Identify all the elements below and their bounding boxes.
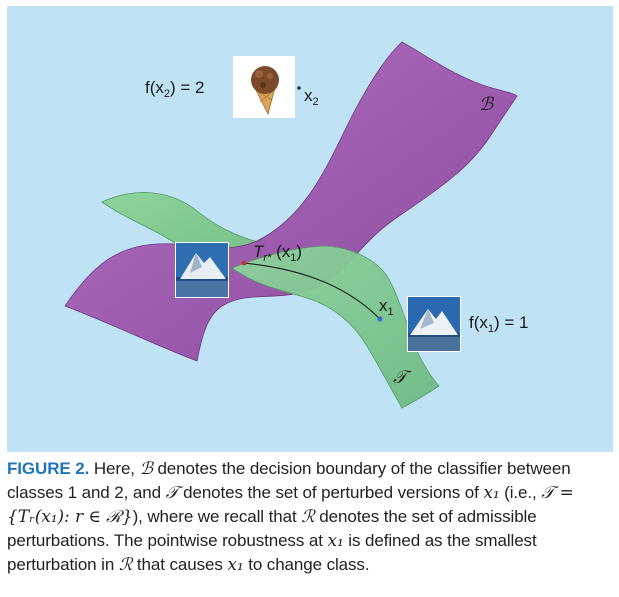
point-x1 (378, 317, 383, 322)
figure-caption: FIGURE 2. Here, ℬ denotes the decision boundary of the classifier between classes 1 and 2, and 𝒯 denotes the set of perturbed versions of x₁ (i.e., 𝒯 = {Tᵣ(x₁): r ∈ ℛ}), where we recall that ℛ denotes the set of admissible perturbations. The pointwise robustness at x₁ is defined as the smallest perturbation in ℛ that causes x₁ to change class. (7, 459, 574, 575)
label-x1: $x_1$ (379, 296, 394, 318)
point-Tr-x1 (242, 261, 247, 266)
label-f-x2: $f(x_2) = 2$ (145, 78, 205, 100)
figure-panel (7, 6, 613, 452)
caption-label: FIGURE 2. (7, 459, 90, 478)
label-f-x1: $f(x_1) = 1$ (469, 313, 529, 335)
figure-illustration (7, 6, 613, 452)
label-T: 𝒯 (393, 367, 407, 388)
label-x2: $x_2$ (304, 86, 319, 108)
point-x2 (297, 86, 301, 90)
ice-cream-image (233, 56, 295, 118)
label-Tr-x1: $T_{r*}$ $(x_1)$ (253, 242, 303, 264)
mountain-image-original (407, 296, 461, 352)
label-B: ℬ (479, 94, 494, 115)
mountain-image-perturbed (175, 242, 229, 298)
